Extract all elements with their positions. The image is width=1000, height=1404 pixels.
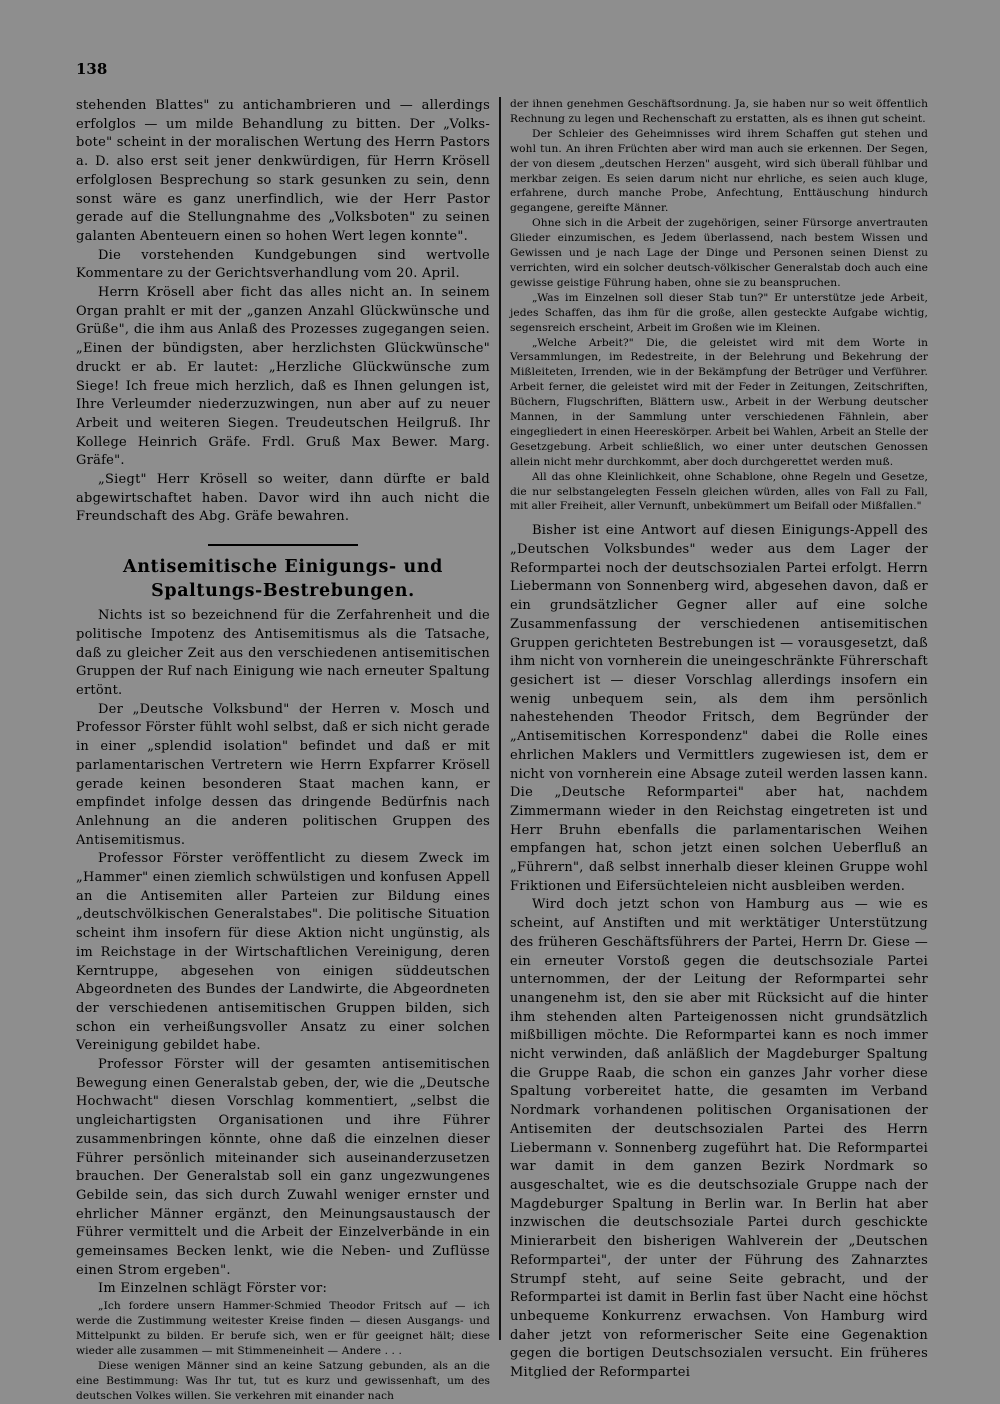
quote-paragraph: Diese wenigen Männer sind an keine Satzung gebunden, als an die eine Bestimmung: Was Ihr tut, tut es kurz und gewissenhaft, um des deutschen Volkes willen. Sie verkehren mit einander nach xyxy=(76,1359,490,1402)
paragraph: „Siegt" Herr Krösell so weiter, dann dürfte er bald abgewirtschaftet haben. Davor wird ihn auch nicht die Freundschaft des Abg. Gräfe bewahren. xyxy=(76,472,490,525)
paragraph: Der „Deutsche Volksbund" der Herren v. Mosch und Professor Förster fühlt wohl selbst, daß er sich nicht gerade in einer „splendid isolation" befindet und daß er mit parlamentarischen Vertretern wie Herrn Expfarrer Krösell gerade keinen besonderen Staat machen kann, er empfindet infolge dessen das dringende Bedürfnis nach Anlehnung an die anderen politischen Gruppen des Antisemitismus. xyxy=(76,701,490,848)
quote-paragraph: Der Schleier des Geheimnisses wird ihrem Schaffen gut stehen und wohl tun. An ihren Früchten aber wird man auch sie erkennen. Der Segen, der von diesem „deutschen Herzen" ausgeht, wird sich überall fühlbar und merkbar zeigen. Es seien darum nicht nur ehrliche, es seien auch kluge, erfahrene, durch manche Probe, Anfechtung, Enttäuschung hindurch gegangene, gereifte Männer. xyxy=(510,127,928,215)
paragraph: Wird doch jetzt schon von Hamburg aus — wie es scheint, auf Anstiften und mit werktätiger Unterstützung des früheren Geschäftsführers der Partei, Herrn Dr. Giese — ein erneuter Vorstoß gegen die deutschsoziale Partei unternommen, der der Leitung der Reformpartei sehr unangenehm ist, den sie aber mit Rücksicht auf die hinter ihm stehenden alten Parteigenossen nicht grundsätzlich mißbilligen möchte. Die Reformpartei kann es noch immer nicht verwinden, daß anläßlich der Magdeburger Spaltung die Gruppe Raab, die schon ein ganzes Jahr vorher diese Spaltung vorbereitet hatte, die gesamten im Verband Nordmark vorhandenen politischen Organisationen der Antisemiten der deutschsozialen Partei des Herrn Liebermann v. Sonnenberg zugeführt hat. Die Reformpartei war damit in dem ganzen Bezirk Nordmark so ausgeschaltet, wie es die deutschsoziale Gruppe nach der Magdeburger Spaltung in Berlin war. In Berlin hat aber inzwischen die deutschsoziale Partei durch geschickte Minierarbeit den bisherigen Wahlverein der „Deutschen Reformpartei", der unter der Führung des Zahnarztes Strumpf steht, auf seine Seite gebracht, und der Reformpartei ist damit in Berlin fast über Nacht eine höchst unbequeme Konkurrenz erwachsen. Von Hamburg wird daher jetzt von reformerischer Seite eine Gegenaktion gegen die bortigen Deutschsozialen versucht. Ein früheres Mitglied der Reformpartei xyxy=(510,897,928,1381)
section-heading: Antisemitische Einigungs- und Spaltungs-Bestrebungen. xyxy=(123,557,443,602)
quote-paragraph: „Was im Einzelnen soll dieser Stab tun?" Er unterstütze jede Arbeit, jedes Schaffen, das ihm für die große, allen gesteckte Aufgabe wichtig, segensreich erscheint, Arbeit im Großen wie im Kleinen. xyxy=(510,291,928,334)
quote-paragraph: „Welche Arbeit?" Die, die geleistet wird mit dem Worte in Versammlungen, im Redestreite, in der Belehrung und Bekehrung der Mißleiteten, Irrenden, wie in der Bekämpfung der Betrüger und Verführer. Arbeit ferner, die geleistet wird mit der Feder in Zeitungen, Zeitschriften, Büchern, Flugschriften, Blättern usw., Arbeit in der Werbung deutscher Mannen, in der Sammlung unter verschiedenen Fähnlein, aber eingegliedert in einen Heereskörper. Arbeit bei Wahlen, Arbeit an Stelle der Gesetzgebung. Arbeit schließlich, wo einer unter deutschen Genossen allein nicht mehr durchkommt, aber doch durchgerettet werden muß. xyxy=(510,336,928,468)
section-divider xyxy=(208,544,358,546)
left-column xyxy=(76,97,490,1404)
paragraph: Herrn Krösell aber ficht das alles nicht an. In seinem Organ prahlt er mit der „ganzen Anzahl Glückwünsche und Grüße", die ihm aus Anlaß des Prozesses zugegangen seien. „Einen der bündigsten, aber herzlichsten Glückwünsche" druckt er ab. Er lautet: „Herzliche Glückwünsche zum Siege! Ich freue mich herzlich, daß es Ihnen gelungen ist, Ihre Verleumder niederzuzwingen, nun aber auf zu neuer Arbeit und weiteren Siegen. Treudeutschen Heilgruß. Ihr Kollege Heinrich Gräfe. Frdl. Gruß Max Bewer. Marg. Gräfe". xyxy=(76,285,490,469)
quote-paragraph: der ihnen genehmen Geschäftsordnung. Ja, sie haben nur so weit öffentlich Rechnung zu legen und Rechenschaft zu erstatten, als es ihnen gut scheint. xyxy=(510,98,928,125)
column-rule xyxy=(499,97,501,1340)
paragraph: Im Einzelnen schlägt Förster vor: xyxy=(98,1281,328,1297)
paragraph: Nichts ist so bezeichnend für die Zerfahrenheit und die politische Impotenz des Antisemitismus als die Tatsache, daß zu gleicher Zeit aus den verschiedenen antisemitischen Gruppen der Ruf nach Einigung wie nach erneuter Spaltung ertönt. xyxy=(76,608,490,698)
right-column xyxy=(510,97,928,1383)
paragraph: Bisher ist eine Antwort auf diesen Einigungs-Appell des „Deutschen Volksbundes" weder aus dem Lager der Reformpartei noch der deutschsozialen Partei erfolgt. Herrn Liebermann von Sonnenberg wird, abgesehen davon, daß er ein grundsätzlicher Gegner aller auf eine solche Zusammenfassung der verschiedenen antisemitischen Gruppen gerichteten Bestrebungen ist — vorausgesetzt, daß ihm nicht von vornherein die uneingeschränkte Führerschaft gesichert ist — dieser Vorschlag allerdings insofern ein wenig unbequem sein, als dem ihm persönlich nahestehenden Theodor Fritsch, dem Begründer der „Antisemitischen Korrespondenz" dabei die Rolle eines ehrlichen Maklers und Vermittlers zugewiesen ist, dem er nicht von vornherein eine Absage zuteil werden lassen kann. Die „Deutsche Reformpartei" aber hat, nachdem Zimmermann wieder in den Reichstag eingetreten ist und Herr Bruhn ebenfalls die parlamentarischen Weihen empfangen hat, schon jetzt einen solchen Ueberfluß an „Führern", daß selbst innerhalb dieser kleinen Gruppe wohl Friktionen und Eifersüchteleien nicht ausbleiben werden. xyxy=(510,523,928,894)
quote-paragraph: All das ohne Kleinlichkeit, ohne Schablone, ohne Regeln und Gesetze, die nur selbstangelegten Fesseln gleichen würden, alles von Fall zu Fall, mit aller Freiheit, aller Vernunft, unbekümmert um Beifall oder Mißfallen." xyxy=(510,470,928,513)
paragraph: Die vorstehenden Kundgebungen sind wertvolle Kommentare zu der Gerichtsverhandlung vom 20. April. xyxy=(76,247,490,282)
quote-paragraph: Ohne sich in die Arbeit der zugehörigen, seiner Fürsorge anvertrauten Glieder einzumischen, es Jedem überlassend, nach bestem Wissen und Gewissen und je nach Lage der Dinge und Personen seinen Dienst zu verrichten, wird ein solcher deutsch-völkischer Generalstab doch auch eine gewisse geistige Führung haben, ohne sie zu beanspruchen. xyxy=(510,217,928,289)
paragraph: Professor Förster will der gesamten antisemitischen Bewegung einen Generalstab geben, der, wie die „Deutsche Hochwacht" diesen Vorschlag kommentiert, „selbst die ungleichartigsten Organisationen und ihre Führer zusammenbringen könnte, ohne daß die einzelnen dieser Führer persönlich miteinander sich auseinanderzusetzen brauchen. Der Generalstab soll ein ganz ungezwungenes Gebilde sein, das sich durch Zuwahl weniger ernster und ehrlicher Männer ergänzt, den Meinungsaustausch der Führer vermittelt und die Arbeit der Einzelverbände in ein gemeinsames Becken lenkt, wie die Neben- und Zuflüsse einen Strom ergeben". xyxy=(76,1057,490,1278)
paragraph: Professor Förster veröffentlicht zu diesem Zweck im „Hammer" einen ziemlich schwülstigen und konfusen Appell an die Antisemiten aller Parteien zur Bildung eines „deutschvölkischen Generalstabes". Die politische Situation scheint ihm insofern für diese Aktion nicht ungünstig, als im Reichstage in der Wirtschaftlichen Vereinigung, deren Kerntruppe, abgesehen von einigen süddeutschen Abgeordneten des Bundes der Landwirte, die Abgeordneten der verschiedenen antisemitischen Gruppen bilden, sich schon ein verheißungsvoller Ansatz zu einer solchen Vereinigung gebildet habe. xyxy=(76,851,490,1054)
paragraph: stehenden Blattes" zu antichambrieren und — allerdings erfolglos — um milde Behandlung zu bitten. Der „Volks-bote" scheint in der moralischen Wertung des Herrn Pastors a. D. also erst seit jener denkwürdigen, für Herrn Krösell erfolglosen Besprechung so stark gesunken zu sein, denn sonst wäre es ganz unerfindlich, wie der Herr Pastor gerade auf die Stellungnahme des „Volksboten" zu seinen galanten Abenteuern einen so hohen Wert legen konnte". xyxy=(76,98,490,244)
quote-paragraph: „Ich fordere unsern Hammer-Schmied Theodor Fritsch auf — ich werde die Zustimmung weitester Kreise finden — diesen Ausgangs- und Mittelpunkt zu bilden. Er berufe sich, wen er für geeignet hält; diese wieder alle zusammen — mit Stimmeneinheit — Andere . . . xyxy=(76,1300,490,1357)
page-number: 138 xyxy=(76,60,108,78)
